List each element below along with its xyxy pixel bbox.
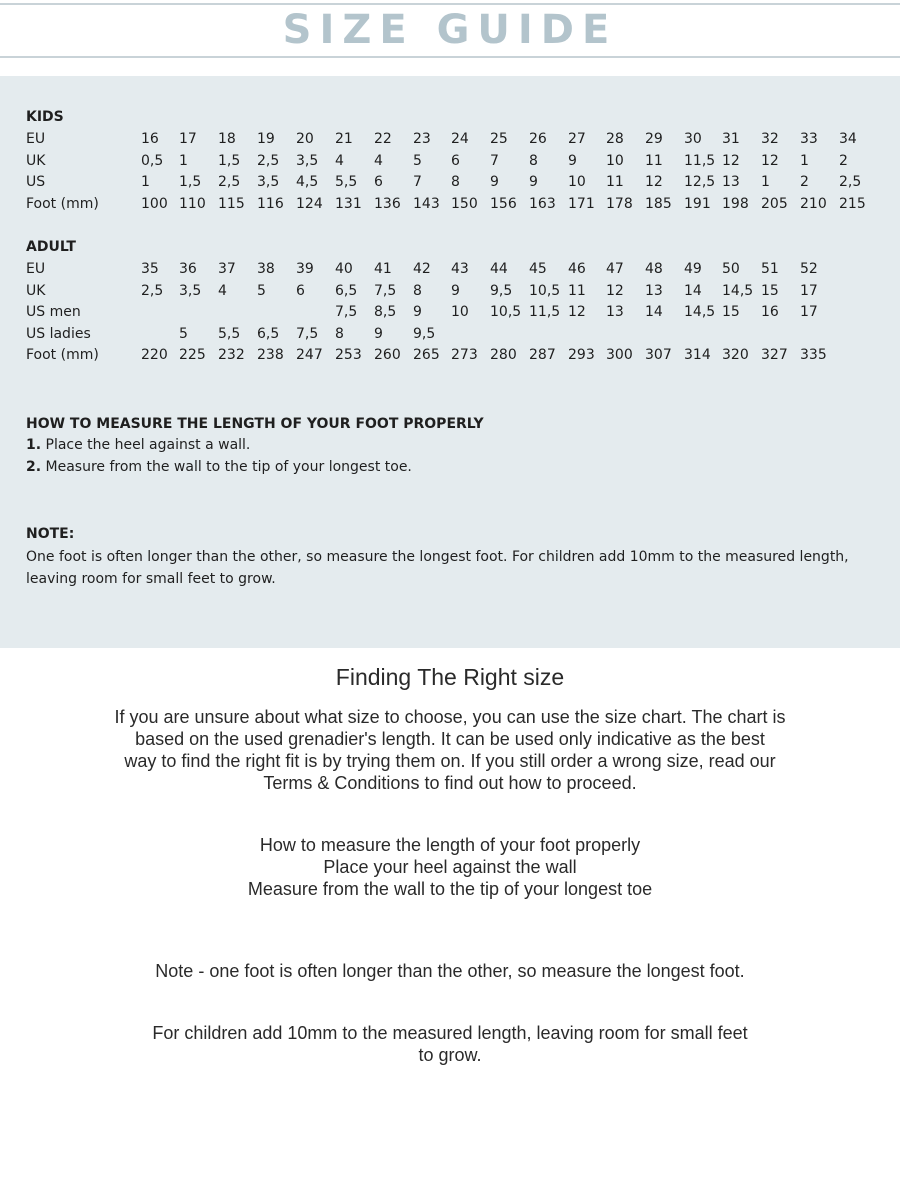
size-cell: 5 (179, 325, 188, 342)
size-cell: 36 (179, 261, 197, 277)
size-cell: 2,5 (218, 174, 241, 190)
size-cell: 171 (568, 195, 595, 212)
row-label: US men (26, 304, 81, 320)
size-cell: 45 (529, 261, 547, 277)
size-cell: 21 (335, 131, 353, 147)
size-cell: 115 (218, 195, 245, 212)
size-cell: 9,5 (490, 282, 513, 299)
size-cell: 100 (141, 195, 168, 212)
size-cell: 7,5 (296, 325, 319, 342)
size-cell: 10,5 (490, 304, 522, 320)
size-cell: 198 (722, 195, 749, 212)
text-line: Place your heel against the wall (323, 857, 577, 877)
kids-row (0, 153, 900, 174)
size-cell: 124 (296, 195, 323, 212)
size-cell: 8 (413, 282, 422, 299)
size-cell: 43 (451, 261, 469, 277)
size-cell: 232 (218, 347, 245, 363)
adult-row (0, 347, 900, 368)
size-cell: 16 (761, 304, 779, 320)
size-cell: 2,5 (257, 152, 280, 169)
size-cell: 110 (179, 195, 206, 212)
size-cell: 47 (606, 261, 624, 277)
size-cell: 215 (839, 195, 866, 212)
size-cell: 327 (761, 347, 788, 363)
size-cell: 11,5 (684, 152, 716, 169)
row-label: Foot (mm) (26, 195, 99, 212)
size-cell: 11 (645, 152, 663, 169)
size-cell: 10,5 (529, 282, 561, 299)
size-cell: 26 (529, 131, 547, 147)
text-line: way to find the right fit is by trying them on. If you still order a wrong size, read our (124, 751, 776, 771)
size-cell: 39 (296, 261, 314, 277)
kids-row (0, 196, 900, 217)
size-cell: 10 (606, 152, 624, 169)
measure-heading: HOW TO MEASURE THE LENGTH OF YOUR FOOT PROPERLY (26, 416, 484, 432)
size-cell: 320 (722, 347, 749, 363)
size-cell: 4 (335, 152, 344, 169)
size-cell: 300 (606, 347, 633, 363)
size-cell: 19 (257, 131, 275, 147)
size-cell: 52 (800, 261, 818, 277)
row-label: Foot (mm) (26, 347, 99, 363)
size-cell: 46 (568, 261, 586, 277)
size-cell: 17 (800, 282, 818, 299)
size-cell: 1,5 (218, 152, 241, 169)
size-cell: 265 (413, 347, 440, 363)
size-cell: 9,5 (413, 325, 436, 342)
size-cell: 35 (141, 261, 159, 277)
size-cell: 178 (606, 195, 633, 212)
text-line: based on the used grenadier's length. It can be used only indicative as the best (135, 729, 765, 749)
size-cell: 8 (529, 152, 538, 169)
size-cell: 6 (374, 174, 383, 190)
size-cell: 34 (839, 131, 857, 147)
size-cell: 7 (490, 152, 499, 169)
size-guide-panel (0, 76, 900, 648)
size-cell: 9 (529, 174, 538, 190)
size-cell: 6,5 (335, 282, 358, 299)
size-cell: 8,5 (374, 304, 397, 320)
text-line: If you are unsure about what size to choose, you can use the size chart. The chart is (114, 707, 786, 727)
size-cell: 23 (413, 131, 431, 147)
size-cell: 2 (800, 174, 809, 190)
size-cell: 5,5 (335, 174, 358, 190)
size-cell: 7 (413, 174, 422, 190)
text-line: Note - one foot is often longer than the other, so measure the longest foot. (155, 961, 745, 981)
step-text: Place the heel against a wall. (41, 437, 251, 453)
size-cell: 30 (684, 131, 702, 147)
row-label: EU (26, 261, 46, 277)
measure-step (26, 437, 250, 453)
size-cell: 2,5 (141, 282, 164, 299)
size-cell: 7,5 (374, 282, 397, 299)
adult-row (0, 261, 900, 282)
size-cell: 13 (722, 174, 740, 190)
size-cell: 225 (179, 347, 206, 363)
size-cell: 11 (606, 174, 624, 190)
size-cell: 50 (722, 261, 740, 277)
size-cell: 14 (684, 282, 702, 299)
size-cell: 15 (761, 282, 779, 299)
size-cell: 5 (257, 282, 266, 299)
size-cell: 11,5 (529, 304, 561, 320)
size-cell: 12 (761, 152, 779, 169)
text-line: to grow. (418, 1045, 482, 1065)
size-cell: 335 (800, 347, 827, 363)
size-cell: 131 (335, 195, 362, 212)
adult-heading: ADULT (26, 239, 76, 255)
size-cell: 260 (374, 347, 401, 363)
size-cell: 29 (645, 131, 663, 147)
size-cell: 191 (684, 195, 711, 212)
size-cell: 11 (568, 282, 586, 299)
size-cell: 5,5 (218, 325, 241, 342)
note-heading: NOTE: (26, 526, 75, 542)
size-cell: 210 (800, 195, 827, 212)
size-cell: 238 (257, 347, 284, 363)
size-cell: 280 (490, 347, 517, 363)
size-cell: 4 (374, 152, 383, 169)
measure-step (26, 459, 412, 475)
children-paragraph (70, 1022, 830, 1066)
adult-row (0, 304, 900, 325)
size-cell: 136 (374, 195, 401, 212)
size-cell: 9 (413, 304, 422, 320)
size-cell: 38 (257, 261, 275, 277)
row-label: US (26, 174, 46, 190)
size-cell: 32 (761, 131, 779, 147)
row-label: US ladies (26, 325, 91, 342)
size-cell: 24 (451, 131, 469, 147)
size-cell: 31 (722, 131, 740, 147)
size-cell: 116 (257, 195, 284, 212)
size-cell: 185 (645, 195, 672, 212)
size-cell: 37 (218, 261, 236, 277)
measure-paragraph (70, 834, 830, 900)
size-cell: 10 (451, 304, 469, 320)
size-cell: 9 (490, 174, 499, 190)
size-cell: 42 (413, 261, 431, 277)
size-cell: 22 (374, 131, 392, 147)
step-number: 2. (26, 459, 42, 475)
size-cell: 307 (645, 347, 672, 363)
size-cell: 1 (761, 174, 770, 190)
size-cell: 4 (218, 282, 227, 299)
size-cell: 9 (568, 152, 577, 169)
size-cell: 44 (490, 261, 508, 277)
size-cell: 6,5 (257, 325, 280, 342)
size-cell: 41 (374, 261, 392, 277)
size-cell: 9 (451, 282, 460, 299)
size-cell: 8 (335, 325, 344, 342)
size-cell: 1 (800, 152, 809, 169)
text-line: Terms & Conditions to find out how to proceed. (263, 773, 637, 793)
row-label: EU (26, 131, 46, 147)
size-cell: 15 (722, 304, 740, 320)
kids-heading: KIDS (26, 109, 64, 125)
size-cell: 33 (800, 131, 818, 147)
size-cell: 20 (296, 131, 314, 147)
note-paragraph (70, 960, 830, 982)
size-cell: 40 (335, 261, 353, 277)
size-cell: 18 (218, 131, 236, 147)
size-cell: 51 (761, 261, 779, 277)
size-cell: 5 (413, 152, 422, 169)
size-cell: 13 (606, 304, 624, 320)
size-cell: 12 (606, 282, 624, 299)
size-cell: 49 (684, 261, 702, 277)
step-number: 1. (26, 437, 42, 453)
size-cell: 273 (451, 347, 478, 363)
size-cell: 12,5 (684, 174, 716, 190)
row-label: UK (26, 282, 46, 299)
size-cell: 156 (490, 195, 517, 212)
kids-row (0, 174, 900, 195)
size-cell: 14,5 (722, 282, 754, 299)
top-divider (0, 3, 900, 5)
size-cell: 27 (568, 131, 586, 147)
row-label: UK (26, 152, 46, 169)
section-title: Finding The Right size (335, 664, 565, 690)
size-cell: 0,5 (141, 152, 164, 169)
size-cell: 14 (645, 304, 663, 320)
kids-row (0, 131, 900, 152)
size-cell: 3,5 (296, 152, 319, 169)
size-cell: 12 (645, 174, 663, 190)
size-cell: 253 (335, 347, 362, 363)
size-cell: 7,5 (335, 304, 358, 320)
size-cell: 220 (141, 347, 168, 363)
text-line: For children add 10mm to the measured length, leaving room for small feet (152, 1023, 748, 1043)
size-cell: 4,5 (296, 174, 319, 190)
size-cell: 28 (606, 131, 624, 147)
adult-row (0, 283, 900, 304)
size-cell: 1 (141, 174, 150, 190)
size-cell: 17 (179, 131, 197, 147)
size-cell: 6 (296, 282, 305, 299)
size-cell: 293 (568, 347, 595, 363)
size-cell: 13 (645, 282, 663, 299)
note-text: One foot is often longer than the other, so measure the longest foot. For children add 10mm to the measured length, leaving room for small feet to grow. (26, 549, 849, 587)
size-cell: 17 (800, 304, 818, 320)
size-cell: 8 (451, 174, 460, 190)
size-cell: 14,5 (684, 304, 716, 320)
size-cell: 9 (374, 325, 383, 342)
size-cell: 247 (296, 347, 323, 363)
size-cell: 12 (722, 152, 740, 169)
size-cell: 48 (645, 261, 663, 277)
size-cell: 205 (761, 195, 788, 212)
size-cell: 6 (451, 152, 460, 169)
size-cell: 16 (141, 131, 159, 147)
size-cell: 1 (179, 152, 188, 169)
size-cell: 314 (684, 347, 711, 363)
text-line: Measure from the wall to the tip of your longest toe (247, 879, 653, 899)
text-line: How to measure the length of your foot properly (259, 835, 641, 855)
intro-paragraph (70, 706, 830, 794)
size-cell: 25 (490, 131, 508, 147)
size-cell: 163 (529, 195, 556, 212)
size-cell: 143 (413, 195, 440, 212)
size-cell: 2 (839, 152, 848, 169)
page-title: SIZE GUIDE (282, 7, 618, 53)
size-cell: 150 (451, 195, 478, 212)
size-cell: 3,5 (179, 282, 202, 299)
size-cell: 2,5 (839, 174, 862, 190)
header-divider (0, 56, 900, 58)
size-cell: 10 (568, 174, 586, 190)
size-cell: 3,5 (257, 174, 280, 190)
size-cell: 1,5 (179, 174, 202, 190)
step-text: Measure from the wall to the tip of your longest toe. (41, 459, 412, 475)
size-cell: 12 (568, 304, 586, 320)
adult-row (0, 326, 900, 347)
size-cell: 287 (529, 347, 556, 363)
